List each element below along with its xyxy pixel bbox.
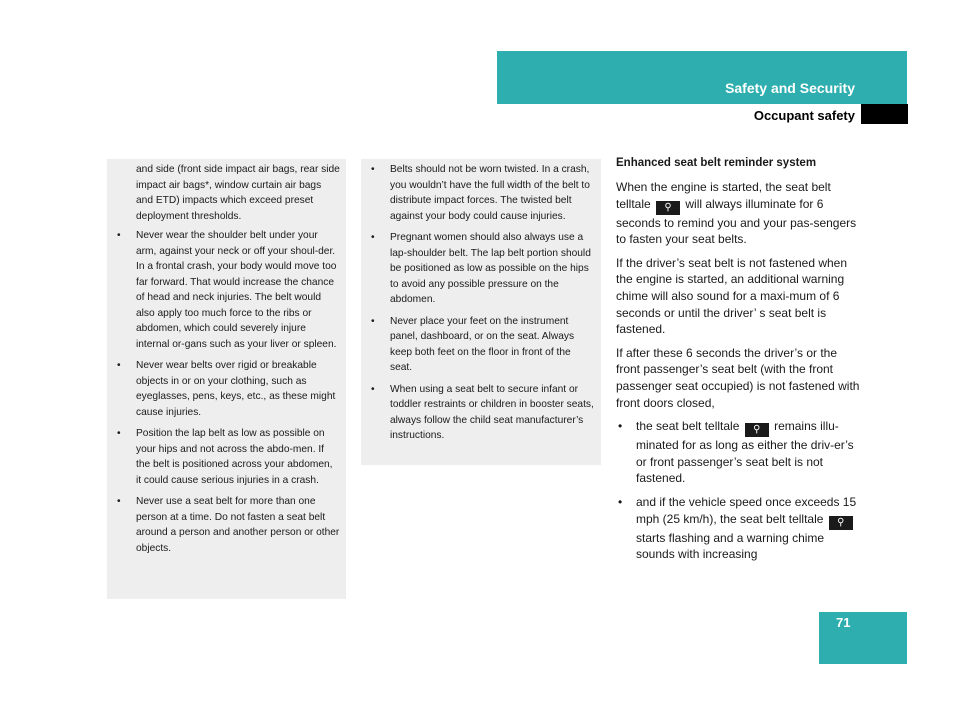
section-tab-marker (861, 104, 908, 124)
page-number: 71 (836, 615, 851, 630)
bullet-icon: • (618, 419, 623, 434)
list-item (371, 382, 595, 444)
paragraph-3: If after these 6 seconds the driver’s or the front passenger’s seat belt (with the front passenger seat occupied) is not fastened with front doors closed, (616, 345, 860, 410)
reminder-bullet-list (616, 418, 860, 563)
list-item-text: Belts should not be worn twisted. In a crash, you wouldn’t have the full width of the belt to distribute impact forces. The twisted belt against your body could cause injuries. (390, 164, 590, 222)
section-heading: Enhanced seat belt reminder system (616, 157, 817, 169)
seat-belt-telltale-icon: ⚲ (829, 516, 853, 530)
list-item (616, 494, 860, 563)
box2-bullet-list (371, 162, 595, 444)
list-item (371, 162, 595, 224)
box1-intro: and side (front side impact air bags, rear side impact air bags*, window curtain air bags and ETD) impacts which exceed preset deployment thresholds. (136, 164, 340, 222)
bullet-icon: • (371, 383, 375, 395)
page-number-box (819, 612, 907, 664)
paragraph-1 (616, 179, 860, 248)
safety-notes-box-left (107, 159, 346, 599)
list-item (371, 230, 595, 308)
list-item (616, 418, 860, 487)
list-item (371, 314, 595, 376)
paragraph-1-text-b: will always illuminate for 6 seconds to remind you and your pas-sengers to fasten your seat belts. (616, 196, 857, 247)
list-item (117, 228, 340, 352)
list-item-text-a: and if the vehicle speed once exceeds 15 mph (25 km/h), the seat belt telltale (636, 494, 857, 526)
list-item-text: Pregnant women should also always use a lap-shoulder belt. The lap belt portion should be positioned as low as possible on the hips to avoid any possible pressure on the abdomen. (390, 232, 591, 305)
bullet-icon: • (117, 496, 121, 507)
bullet-icon: • (117, 230, 121, 241)
list-item-text: When using a seat belt to secure infant or toddler restraints or children in booster seats, always follow the child seat manufacturer’s instructions. (390, 383, 594, 441)
section-title: Safety and Security (725, 80, 855, 96)
paragraph-1-text-a: When the engine is started, the seat belt telltale (616, 180, 831, 211)
safety-notes-box-middle (361, 159, 601, 465)
bullet-icon: • (117, 360, 121, 371)
list-item-text: Position the lap belt as low as possible on your hips and not across the abdo-men. If the belt is positioned across your abdomen, it could cause serious injuries in a crash. (136, 428, 333, 486)
list-item (117, 426, 340, 488)
list-item (117, 494, 340, 556)
list-item-text: Never use a seat belt for more than one person at a time. Do not fasten a seat belt around a person and another person or other objects. (136, 496, 340, 554)
paragraph-2: If the driver’s seat belt is not fastened when the engine is started, an additional warning chime will also sound for a maxi-mum of 6 seconds or until the driver’ s seat belt is fastened. (616, 255, 848, 337)
bullet-icon: • (371, 315, 375, 327)
seat-belt-telltale-icon: ⚲ (745, 423, 769, 437)
bullet-icon: • (117, 428, 121, 439)
list-item-text-b: starts flashing and a warning chime sounds with increasing (636, 530, 825, 562)
seat-belt-telltale-icon: ⚲ (656, 201, 680, 215)
list-item-text: Never place your feet on the instrument panel, dashboard, or on the seat. Always keep both feet on the floor in front of the seat. (390, 315, 575, 373)
list-item-text-a: the seat belt telltale (636, 419, 740, 434)
box1-bullet-list (117, 228, 340, 556)
header-band (497, 51, 907, 104)
bullet-icon: • (371, 164, 375, 175)
list-item (117, 358, 340, 420)
list-item-text-b: remains illu-minated for as long as either the driv-er’s or front passenger’s seat belt is not fastened. (636, 419, 854, 486)
subsection-title: Occupant safety (753, 108, 855, 123)
list-item-text: Never wear belts over rigid or breakable objects in or on your clothing, such as eyeglasses, pens, keys, etc., as these might cause injuries. (136, 360, 336, 418)
bullet-icon: • (371, 232, 375, 243)
seat-belt-reminder-section (616, 155, 860, 570)
bullet-icon: • (618, 494, 623, 509)
list-item-text: Never wear the shoulder belt under your arm, against your neck or off your shoul-der. In a frontal crash, your body would move too far forward. That would increase the chance of head and neck injuries. The belt would also apply too much force to the ribs or abdomen, which could severely injure internal or-gans such as your liver or spleen. (136, 230, 337, 350)
